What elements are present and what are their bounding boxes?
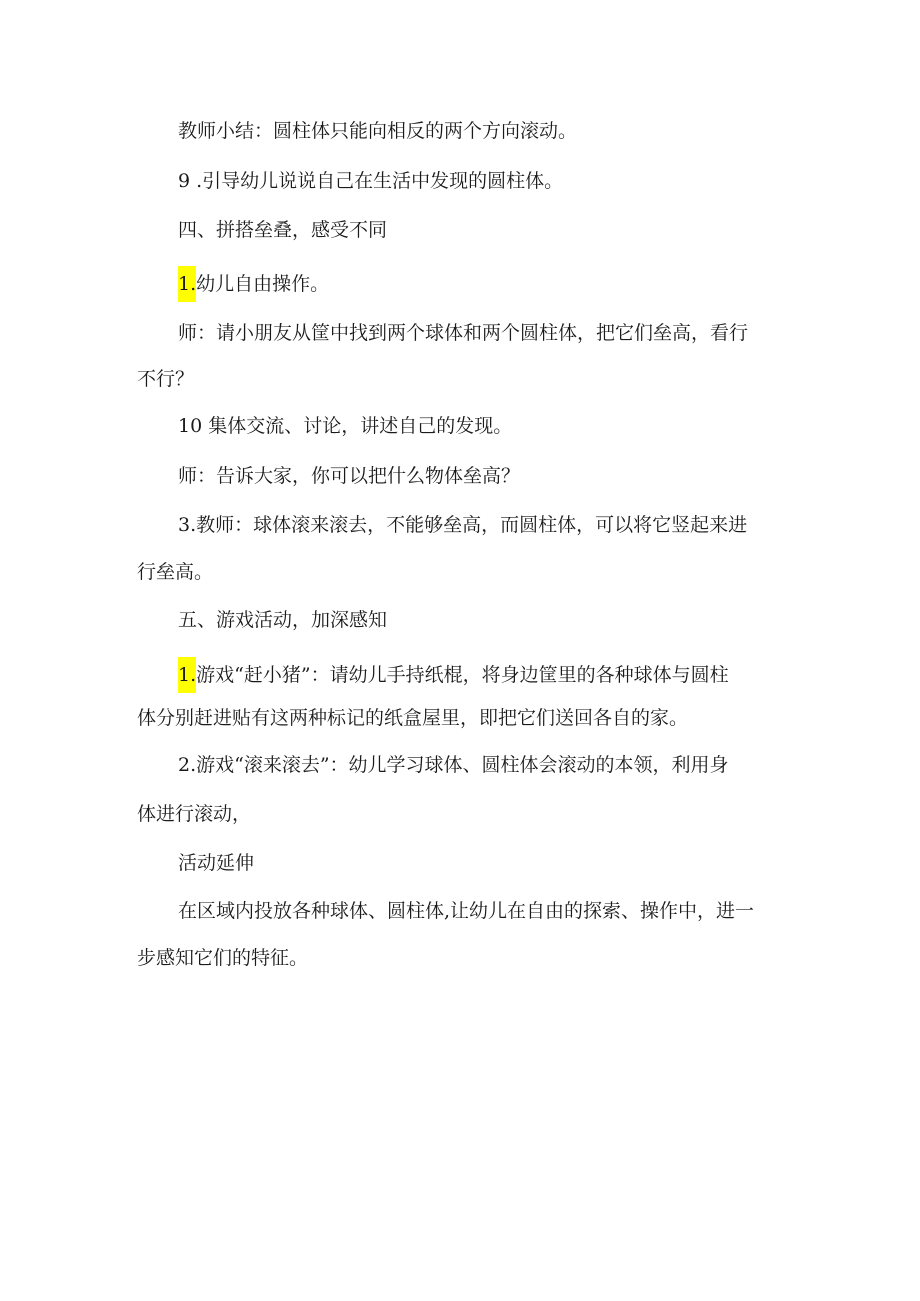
section-5-heading: [178, 607, 387, 633]
line-text: 步感知它们的特征。: [137, 947, 309, 969]
teacher-instruction-line-2: [137, 366, 194, 392]
step-3-line-2: [137, 559, 213, 585]
line-text: 不行？: [137, 368, 195, 390]
line-text: 体分别赶进贴有这两种标记的纸盒屋里，即把它们送回各自的家。: [137, 707, 689, 729]
game-1-line-1: [178, 657, 729, 693]
line-text: 2.游戏“滚来滚去”：幼儿学习球体、圆柱体会滚动的本领，利用身: [178, 754, 729, 776]
step-10-line: [178, 413, 512, 439]
step-1-free-operation: [178, 266, 329, 302]
teacher-instruction-line-1: [178, 320, 748, 346]
line-text: 在区域内投放各种球体、圆柱体,让幼儿在自由的探索、操作中，进一: [178, 900, 755, 922]
line-text: 9 .引导幼儿说说自己在生活中发现的圆柱体。: [178, 170, 564, 192]
extension-heading: [178, 850, 254, 876]
line-text: 体进行滚动，: [137, 803, 252, 825]
line-text: 行垒高。: [137, 561, 214, 583]
teacher-question-line: [178, 463, 520, 489]
game-1-line-2: [137, 705, 688, 731]
summary-line: [178, 118, 577, 144]
extension-line-1: [178, 898, 754, 924]
highlight-marker: 1.: [178, 266, 196, 302]
line-text: 教师小结：圆柱体只能向相反的两个方向滚动。: [178, 120, 578, 142]
step-9-line: [178, 168, 563, 194]
step-3-line-1: [178, 512, 747, 538]
highlight-marker: 1.: [178, 657, 196, 693]
line-text: 3.教师：球体滚来滚去，不能够垒高，而圆柱体，可以将它竖起来进: [178, 514, 748, 536]
game-2-line-2: [137, 801, 251, 827]
line-text: 五、游戏活动，加深感知: [178, 609, 388, 631]
line-text: 活动延伸: [178, 852, 255, 874]
section-4-heading: [178, 217, 387, 243]
line-text: 10 集体交流、讨论，讲述自己的发现。: [178, 415, 513, 437]
game-2-line-1: [178, 752, 729, 778]
line-text: 四、拼搭垒叠，感受不同: [178, 219, 388, 241]
extension-line-2: [137, 945, 308, 971]
line-text: 师：请小朋友从筐中找到两个球体和两个圆柱体，把它们垒高，看行: [178, 322, 749, 344]
line-text: 游戏“赶小猪”：请幼儿手持纸棍，将身边筐里的各种球体与圆柱: [196, 664, 729, 686]
line-text: 幼儿自由操作。: [196, 273, 330, 295]
line-text: 师：告诉大家，你可以把什么物体垒高？: [178, 465, 521, 487]
